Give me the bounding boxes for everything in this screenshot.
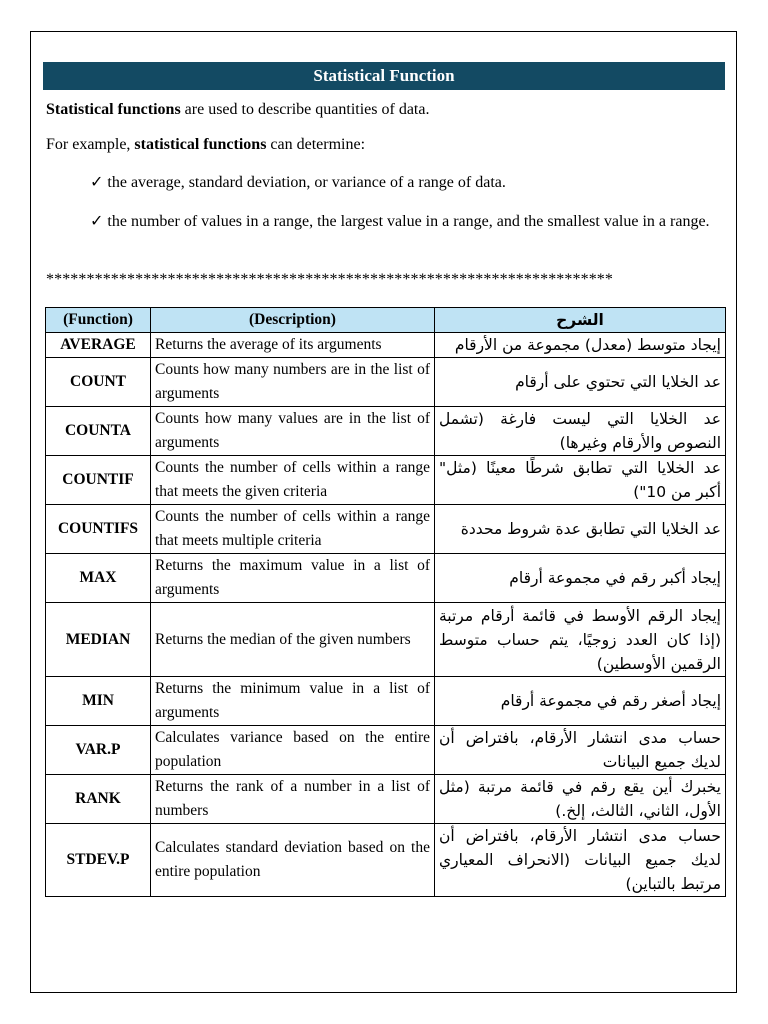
function-description: Counts the number of cells within a range that meets multiple criteria xyxy=(151,505,435,554)
function-name: COUNTIF xyxy=(46,456,151,505)
arabic-explanation: عد الخلايا التي ليست فارغة (تشمل النصوص والأرقام وغيرها) xyxy=(435,407,726,456)
function-name: VAR.P xyxy=(46,726,151,775)
function-name: MEDIAN xyxy=(46,603,151,677)
arabic-explanation: عد الخلايا التي تطابق شرطًا معينًا (مثل" أكبر من 10") xyxy=(435,456,726,505)
example-bold-term: statistical functions xyxy=(134,136,267,153)
example-suffix: can determine: xyxy=(266,136,366,153)
arabic-explanation: إيجاد متوسط (معدل) مجموعة من الأرقام xyxy=(435,333,726,358)
function-name: MIN xyxy=(46,677,151,726)
table-row xyxy=(46,505,726,554)
table-row xyxy=(46,407,726,456)
function-description: Counts the number of cells within a range that meets the given criteria xyxy=(151,456,435,505)
arabic-explanation: حساب مدى انتشار الأرقام، بافتراض أن لديك جميع البيانات xyxy=(435,726,726,775)
table-row xyxy=(46,333,726,358)
intro-bold-term: Statistical functions xyxy=(46,101,181,118)
example-paragraph xyxy=(46,133,365,157)
function-name: MAX xyxy=(46,554,151,603)
table-header-row xyxy=(46,308,726,333)
arabic-explanation: حساب مدى انتشار الأرقام، بافتراض أن لديك جميع البيانات (الانحراف المعياري مرتبط بالتباين) xyxy=(435,824,726,897)
intro-text: are used to describe quantities of data. xyxy=(180,101,430,118)
table-row xyxy=(46,726,726,775)
function-name: COUNTIFS xyxy=(46,505,151,554)
intro-paragraph xyxy=(46,98,429,122)
function-description: Counts how many numbers are in the list of arguments xyxy=(151,358,435,407)
function-description: Returns the maximum value in a list of arguments xyxy=(151,554,435,603)
function-name: COUNTA xyxy=(46,407,151,456)
bullet-item: ✓ the average, standard deviation, or variance of a range of data. xyxy=(90,174,506,191)
header-function: (Function) xyxy=(46,308,151,333)
function-description: Calculates variance based on the entire population xyxy=(151,726,435,775)
example-prefix: For example, xyxy=(46,136,135,153)
arabic-explanation: عد الخلايا التي تحتوي على أرقام xyxy=(435,358,726,407)
function-name: AVERAGE xyxy=(46,333,151,358)
function-description: Calculates standard deviation based on the entire population xyxy=(151,824,435,897)
table-row xyxy=(46,775,726,824)
function-name: RANK xyxy=(46,775,151,824)
table-row xyxy=(46,358,726,407)
function-description: Returns the minimum value in a list of arguments xyxy=(151,677,435,726)
table-row xyxy=(46,456,726,505)
header-arabic: الشرح xyxy=(435,308,726,333)
arabic-explanation: إيجاد الرقم الأوسط في قائمة أرقام مرتبة (إذا كان العدد زوجيًا، يتم حساب متوسط الرقمين الأوسطين) xyxy=(435,603,726,677)
header-description: (Description) xyxy=(151,308,435,333)
function-name: COUNT xyxy=(46,358,151,407)
arabic-explanation: عد الخلايا التي تطابق عدة شروط محددة xyxy=(435,505,726,554)
arabic-explanation: إيجاد أصغر رقم في مجموعة أرقام xyxy=(435,677,726,726)
arabic-explanation: يخبرك أين يقع رقم في قائمة مرتبة (مثل الأول، الثاني، الثالث، إلخ.) xyxy=(435,775,726,824)
arabic-explanation: إيجاد أكبر رقم في مجموعة أرقام xyxy=(435,554,726,603)
function-description: Returns the average of its arguments xyxy=(151,333,435,358)
function-description: Returns the rank of a number in a list of numbers xyxy=(151,775,435,824)
table-row xyxy=(46,603,726,677)
bullet-item: ✓ the number of values in a range, the largest value in a range, and the smallest value in a range. xyxy=(90,213,710,230)
section-title: Statistical Function xyxy=(43,62,725,90)
table-row xyxy=(46,554,726,603)
separator-line: ********************************************************************** xyxy=(46,271,613,288)
function-name: STDEV.P xyxy=(46,824,151,897)
table-row xyxy=(46,677,726,726)
table-row xyxy=(46,824,726,897)
functions-table xyxy=(45,307,726,897)
function-description: Returns the median of the given numbers xyxy=(151,603,435,677)
function-description: Counts how many values are in the list of arguments xyxy=(151,407,435,456)
